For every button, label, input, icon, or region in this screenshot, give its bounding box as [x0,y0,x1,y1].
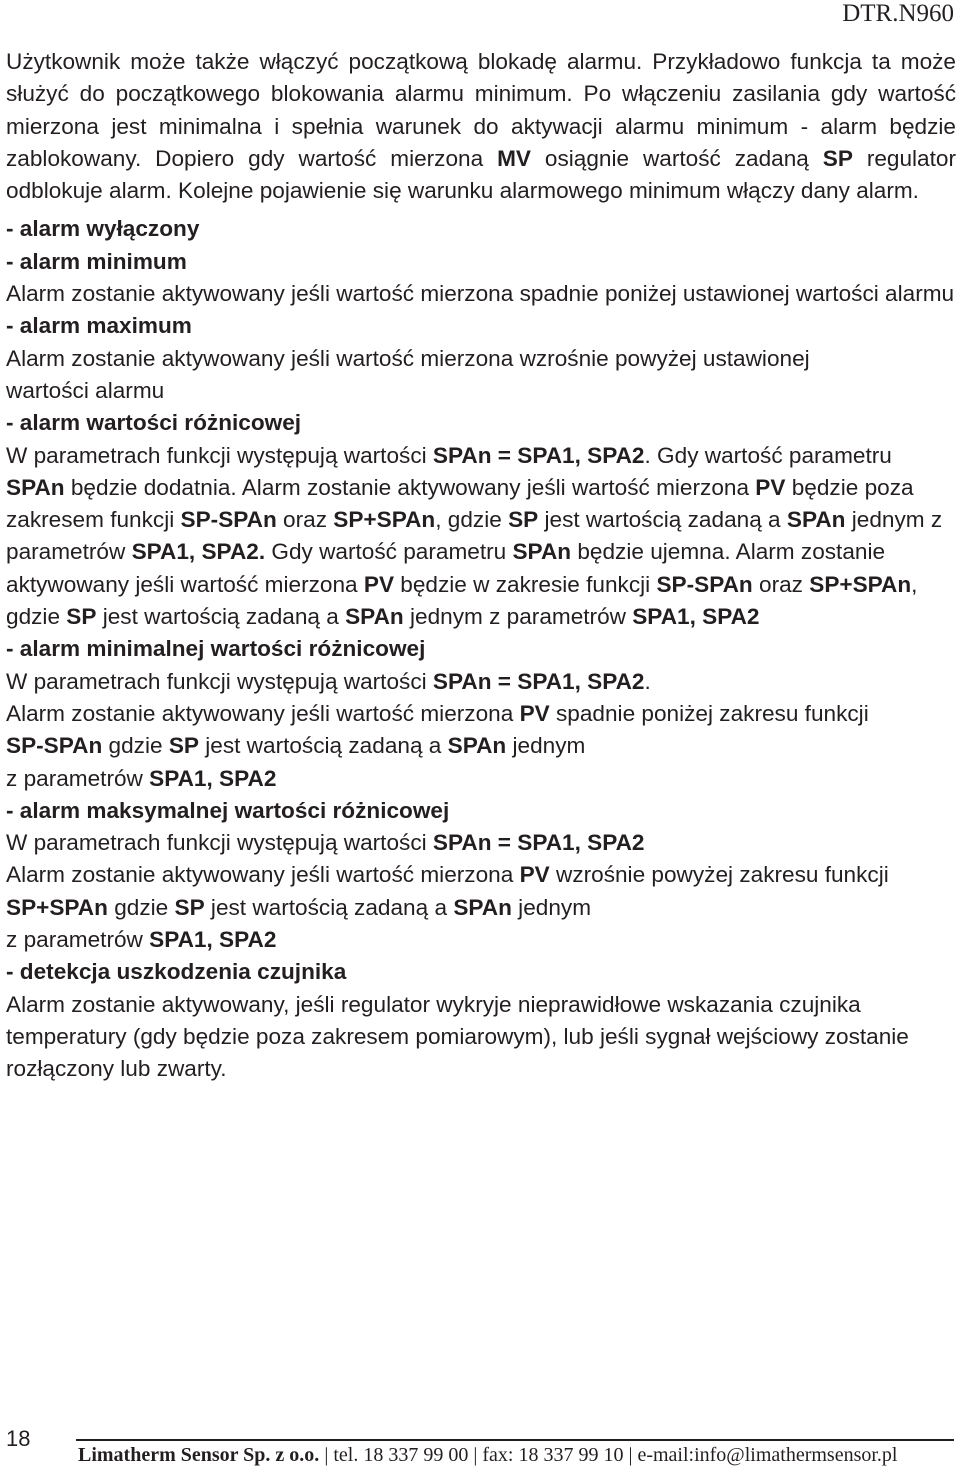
text: będzie w zakresie funkcji [394,571,657,597]
heading-text: - detekcja uszkodzenia czujnika [6,959,347,985]
alarm-max-diff-params [6,827,956,859]
param: SP [174,894,205,920]
param: SP-SPAn [6,733,103,759]
alarm-types-list [6,213,956,1085]
alarm-min-diff-description [6,698,906,795]
sensor-fault-heading [6,956,956,988]
text: Gdy wartość parametru [265,539,513,565]
param: SPA1, SPA2. [131,539,266,565]
alarm-min-diff-params [6,666,956,698]
param: SP-SPAn [180,507,277,533]
alarm-min-diff-heading [6,633,956,665]
text: oraz [752,571,810,597]
text: jest wartością zadaną a [198,733,448,759]
text: , gdzie [435,507,509,533]
text: gdzie [102,733,169,759]
param: SPA1, SPA2 [632,604,760,630]
param: SP [66,604,97,630]
heading-text: - alarm wyłączony [6,216,200,242]
text: z parametrów [6,765,150,791]
text: będzie ujemna. Alarm zostanie aktywowany jeśli wartość mierzona [6,539,886,597]
param: SPAn [512,539,572,565]
param: PV [755,474,786,500]
text: W parametrach funkcji występują wartości [6,668,433,694]
text: będzie poza zakresem funkcji [6,474,914,533]
param: SP [168,733,199,759]
text: Alarm zostanie aktywowany jeśli wartość mierzona [6,862,520,888]
text: wzrośnie powyżej zakresu funkcji [549,862,889,888]
param: SPAn = SPA1, SPA2 [432,668,645,694]
text: jednym [506,733,586,759]
text: W parametrach funkcji występują wartości [6,442,433,468]
footer-separator: | [623,1444,638,1466]
param: PV [519,700,550,726]
text: . Gdy wartość parametru [644,442,892,468]
page-number: 18 [6,1426,31,1451]
text: oraz [276,507,334,533]
alarm-min-heading [6,246,956,278]
intro-text: Użytkownik może także włączyć początkową blokadę alarmu. Przykładowo funkcja ta może służyć do początkowego blokowania alarmu minimum. Po włączeniu zasilania gdy wartość mierzona jest minimalna i spełnia warunek do aktywacji alarmu minimum - alarm będzie zablokowany. Dopiero gdy wartość mierzona [6,49,956,171]
footer [78,1443,897,1467]
text: jednym [511,894,592,920]
text: spadnie poniżej zakresu funkcji [549,700,869,726]
intro-bold: SP [822,145,853,171]
param: SPA1, SPA2 [149,765,277,791]
text: z parametrów [6,927,150,953]
heading-text: - alarm minimalnej wartości różnicowej [6,636,426,662]
param: SPAn = SPA1, SPA2 [432,442,645,468]
alarm-max-heading [6,310,956,342]
param: SPAn [453,894,512,920]
footer-divider [76,1439,954,1441]
text: jednym z parametrów [6,507,943,565]
alarm-max-description: Alarm zostanie aktywowany jeśli wartość mierzona wzrośnie powyżej ustawionej wartości alarmu [6,345,810,403]
footer-email: e-mail:info@limathermsensor.pl [637,1444,898,1466]
param: SP+SPAn [809,571,912,597]
page-content [6,46,956,1086]
intro-bold: MV [497,145,531,171]
param: SPAn [447,733,507,759]
footer-fax: fax: 18 337 99 10 [482,1444,624,1466]
alarm-diff-heading [6,407,956,439]
text: jest wartością zadaną a [538,507,787,533]
intro-paragraph [6,46,956,207]
intro-text: osiągnie wartość zadaną [530,145,823,171]
footer-separator: | [468,1444,483,1466]
param: SP [508,507,539,533]
heading-text: - alarm wartości różnicowej [6,410,302,436]
alarm-min-description: Alarm zostanie aktywowany jeśli wartość mierzona spadnie poniżej ustawionej wartości alarmu [6,281,955,307]
text: , gdzie [6,571,918,630]
alarm-max-diff-heading [6,795,956,827]
param: SPAn [345,604,404,630]
param: SPAn [6,474,65,500]
param: SPA1, SPA2 [149,927,277,953]
param: SP-SPAn [656,571,753,597]
text: jest wartością zadaną a [96,604,346,630]
heading-text: - alarm maximum [6,313,192,339]
text: jest wartością zadaną a [204,894,454,920]
alarm-max-diff-description [6,859,906,956]
text: jednym z parametrów [403,604,633,630]
footer-separator: | [319,1444,334,1466]
text: gdzie [107,894,175,920]
text: . [644,668,651,694]
param: PV [363,571,395,597]
alarm-off-heading [6,213,956,245]
alarm-diff-line [6,440,956,634]
text: będzie dodatnia. Alarm zostanie aktywowany jeśli wartość mierzona [64,474,756,500]
footer-phone: tel. 18 337 99 00 [333,1444,469,1466]
text: Alarm zostanie aktywowany jeśli wartość mierzona [6,700,520,726]
heading-text: - alarm maksymalnej wartości różnicowej [6,797,450,823]
document-code: DTR.N960 [842,0,954,27]
intro-text: regulator odblokuje alarm. Kolejne pojawienie się warunku alarmowego minimum włączy dany alarm. [6,145,956,204]
param: PV [519,862,550,888]
heading-text: - alarm minimum [6,248,187,274]
footer-company: Limatherm Sensor Sp. z o.o. [78,1444,320,1466]
param: SPAn [786,507,846,533]
param: SPAn = SPA1, SPA2 [432,830,645,856]
param: SP+SPAn [333,507,436,533]
text: W parametrach funkcji występują wartości [6,830,433,856]
sensor-fault-description: Alarm zostanie aktywowany, jeśli regulator wykryje nieprawidłowe wskazania czujnika temperatury (gdy będzie poza zakresem pomiarowym), lub jeśli sygnał wejściowy zostanie rozłączony lub zwarty. [6,991,909,1082]
param: SP+SPAn [6,894,108,920]
